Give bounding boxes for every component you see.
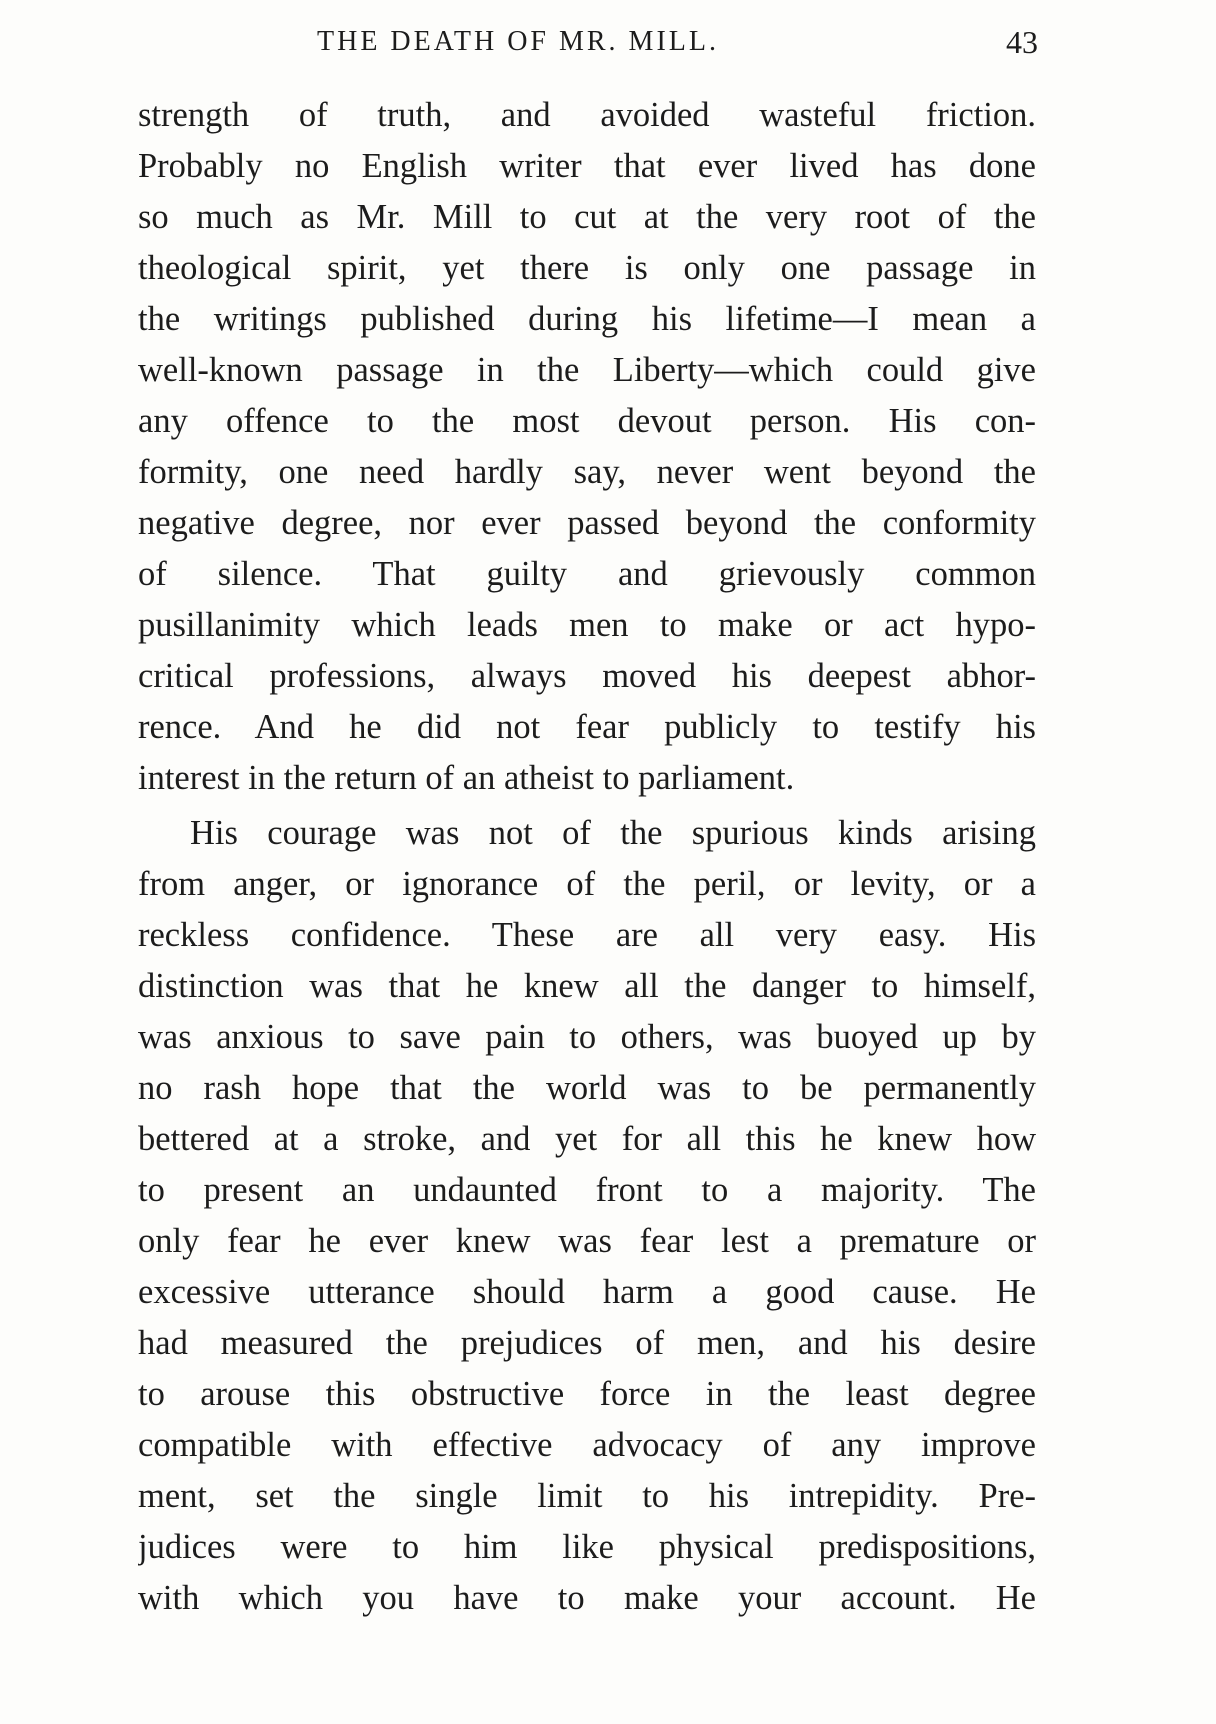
text-line: no rash hope that the world was to be permanently — [138, 1069, 1036, 1107]
body-text — [138, 90, 1036, 1624]
text-line: well-known passage in the Liberty—which could give — [138, 351, 1036, 389]
text-line: strength of truth, and avoided wasteful friction. — [138, 96, 1036, 134]
text-line: theological spirit, yet there is only one passage in — [138, 249, 1036, 287]
page-number: 43 — [1006, 24, 1038, 60]
text-line: critical professions, always moved his deepest abhor- — [138, 657, 1036, 695]
text-line: distinction was that he knew all the danger to himself, — [138, 967, 1036, 1005]
text-line: so much as Mr. Mill to cut at the very root of the — [138, 198, 1036, 236]
running-head — [138, 22, 1038, 62]
text-line: excessive utterance should harm a good cause. He — [138, 1273, 1036, 1311]
running-title: THE DEATH OF MR. MILL. — [317, 26, 719, 57]
text-line: ment, set the single limit to his intrepidity. Pre- — [138, 1477, 1036, 1515]
text-line: interest in the return of an atheist to parliament. — [138, 759, 795, 797]
text-line: bettered at a stroke, and yet for all this he knew how — [138, 1120, 1036, 1158]
text-line: formity, one need hardly say, never went beyond the — [138, 453, 1036, 491]
text-line: compatible with effective advocacy of any improve — [138, 1426, 1036, 1464]
text-line: any offence to the most devout person. His con- — [138, 402, 1036, 440]
text-line: of silence. That guilty and grievously common — [138, 555, 1036, 593]
text-line: to present an undaunted front to a majority. The — [138, 1171, 1036, 1209]
paragraph-1 — [138, 90, 1036, 804]
text-line: with which you have to make your account. He — [138, 1579, 1036, 1617]
text-line: Probably no English writer that ever lived has done — [138, 147, 1036, 185]
text-line: from anger, or ignorance of the peril, or levity, or a — [138, 865, 1036, 903]
text-line: reckless confidence. These are all very easy. His — [138, 916, 1036, 954]
text-line: His courage was not of the spurious kinds arising — [190, 814, 1036, 852]
text-line: judices were to him like physical predispositions, — [138, 1528, 1036, 1566]
paragraph-2 — [138, 808, 1036, 1624]
text-line: was anxious to save pain to others, was buoyed up by — [138, 1018, 1036, 1056]
text-line: only fear he ever knew was fear lest a premature or — [138, 1222, 1036, 1260]
text-line: had measured the prejudices of men, and his desire — [138, 1324, 1036, 1362]
text-line: to arouse this obstructive force in the least degree — [138, 1375, 1036, 1413]
text-line: the writings published during his lifetime—I mean a — [138, 300, 1036, 338]
text-line: negative degree, nor ever passed beyond the conformity — [138, 504, 1036, 542]
text-line: pusillanimity which leads men to make or act hypo- — [138, 606, 1036, 644]
text-line: rence. And he did not fear publicly to testify his — [138, 708, 1036, 746]
